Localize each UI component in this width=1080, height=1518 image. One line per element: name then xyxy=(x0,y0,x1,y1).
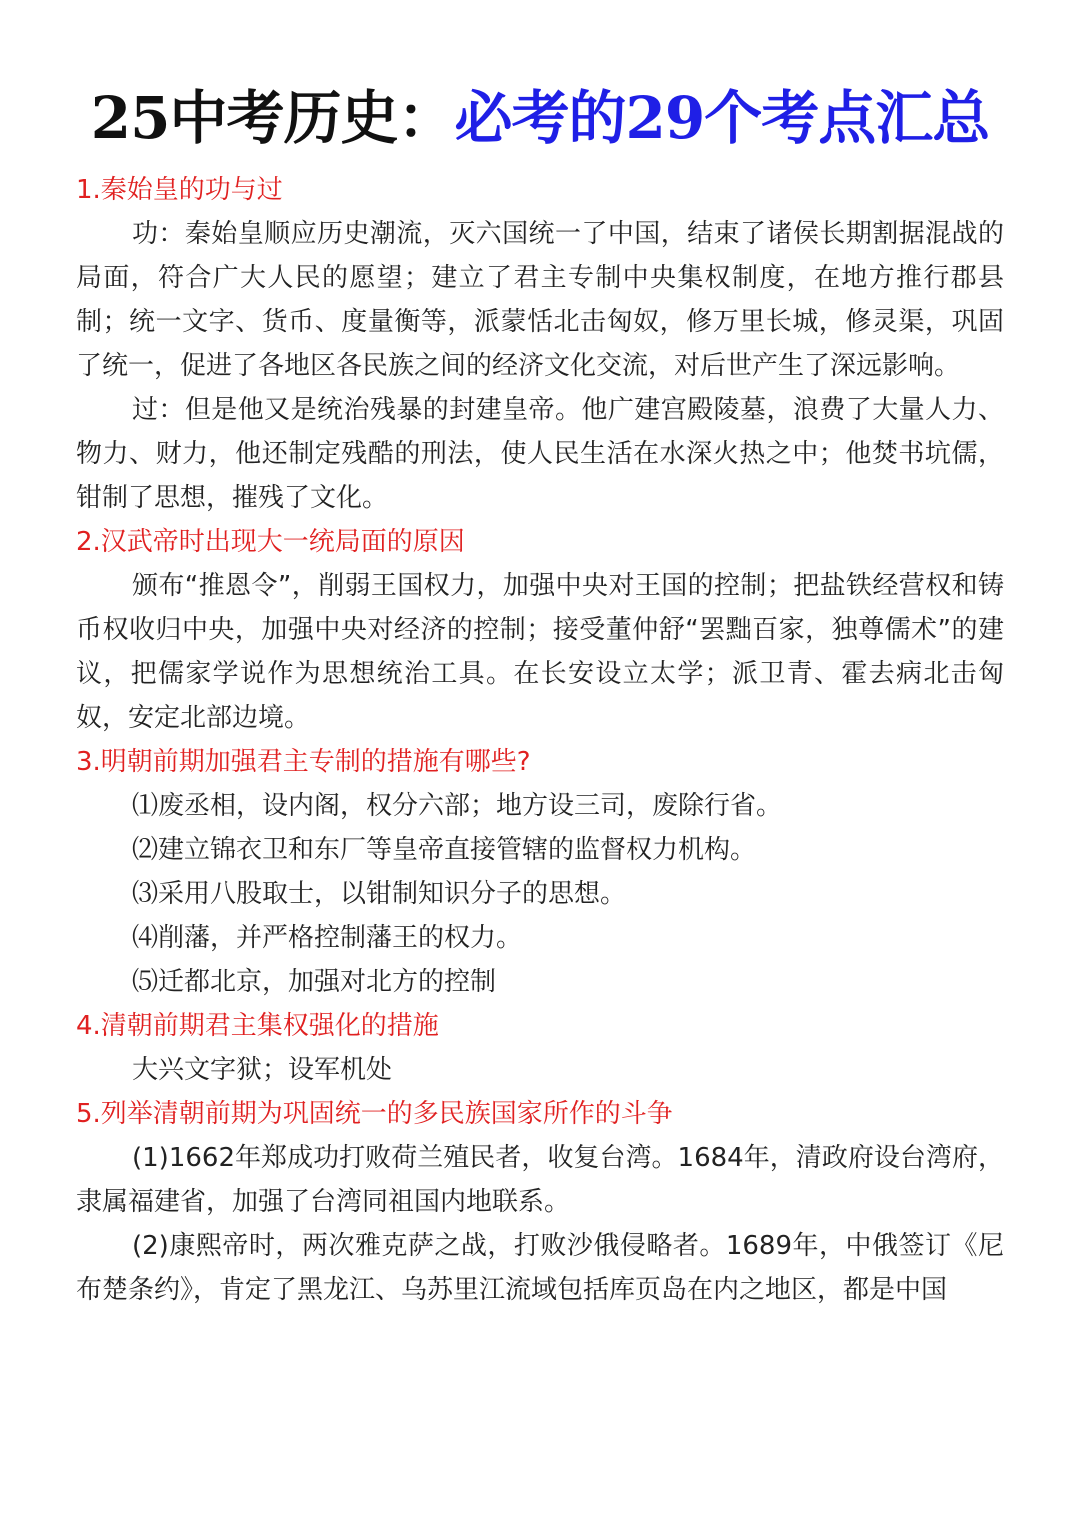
section-paragraph: 功：秦始皇顺应历史潮流，灭六国统一了中国，结束了诸侯长期割据混战的局面，符合广大人民的愿望；建立了君主专制中央集权制度，在地方推行郡县制；统一文字、货币、度量衡等，派蒙恬北击匈奴，修万里长城，修灵渠，巩固了统一，促进了各地区各民族之间的经济文化交流，对后世产生了深远影响。 xyxy=(76,219,1004,381)
section-paragraph: (2)康熙帝时，两次雅克萨之战，打败沙俄侵略者。1689年，中俄签订《尼布楚条约》，肯定了黑龙江、乌苏里江流域包括库页岛在内之地区，都是中国 xyxy=(76,1231,1004,1305)
content-body xyxy=(76,168,1004,1312)
list-item: ⑷削藩，并严格控制藩王的权力。 xyxy=(132,923,523,953)
section-heading: 1.秦始皇的功与过 xyxy=(76,175,283,205)
section-heading: 2.汉武帝时出现大一统局面的原因 xyxy=(76,527,465,557)
section-paragraph: 颁布“推恩令”，削弱王国权力，加强中央对王国的控制；把盐铁经营权和铸币权收归中央，加强中央对经济的控制；接受董仲舒“罢黜百家，独尊儒术”的建议，把儒家学说作为思想统治工具。在长安设立太学；派卫青、霍去病北击匈奴，安定北部边境。 xyxy=(76,571,1004,733)
section-heading: 5.列举清朝前期为巩固统一的多民族国家所作的斗争 xyxy=(76,1099,673,1129)
document-page xyxy=(0,78,1080,1518)
page-title xyxy=(76,78,1004,158)
title-prefix: 25中考历史： xyxy=(90,84,455,152)
list-item: ⑴废丞相，设内阁，权分六部；地方设三司，废除行省。 xyxy=(132,791,783,821)
section-paragraph: 过：但是他又是统治残暴的封建皇帝。他广建宫殿陵墓，浪费了大量人力、物力、财力，他还制定残酷的刑法，使人民生活在水深火热之中；他焚书坑儒，钳制了思想，摧残了文化。 xyxy=(76,395,1004,513)
list-item: ⑸迁都北京，加强对北方的控制 xyxy=(132,967,497,997)
title-highlight: 必考的29个考点汇总 xyxy=(454,84,990,152)
section-paragraph: (1)1662年郑成功打败荷兰殖民者，收复台湾。1684年，清政府设台湾府，隶属福建省，加强了台湾同祖国内地联系。 xyxy=(76,1143,1004,1217)
list-item: 大兴文字狱；设军机处 xyxy=(132,1055,393,1085)
list-item: ⑵建立锦衣卫和东厂等皇帝直接管辖的监督权力机构。 xyxy=(132,835,757,865)
list-item: ⑶采用八股取士，以钳制知识分子的思想。 xyxy=(132,879,627,909)
section-heading: 3.明朝前期加强君主专制的措施有哪些? xyxy=(76,747,531,777)
section-heading: 4.清朝前期君主集权强化的措施 xyxy=(76,1011,439,1041)
